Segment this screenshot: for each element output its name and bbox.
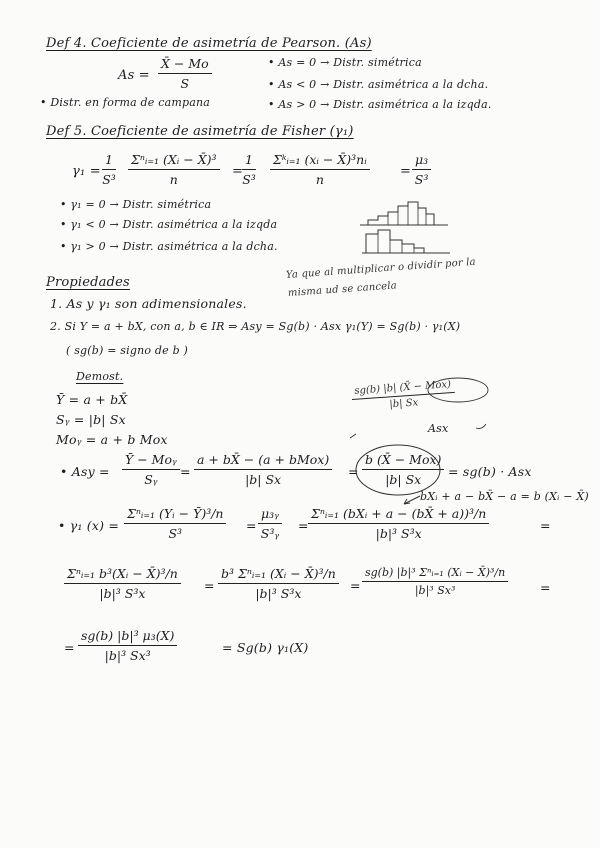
row1-equals-1: = <box>204 578 215 593</box>
def5-equals-1: = <box>232 164 244 179</box>
def5-bullet-symmetric: • γ₁ = 0 → Distr. simétrica <box>60 198 212 211</box>
def5-fraction-2 <box>128 152 220 187</box>
row1-fraction-3 <box>362 566 508 597</box>
gamma-fraction-2 <box>258 506 282 541</box>
asy-fraction-3-num: b (X̄ − Mox) <box>362 452 444 470</box>
def4-formula-denominator: S <box>180 76 190 91</box>
gamma-fraction-1-num: Σⁿᵢ₌₁ (Yᵢ − Ȳ)³/n <box>124 506 226 524</box>
def5-fraction-5-num: μ₃ <box>412 152 431 170</box>
row2-fraction-1-den: |b|³ Sx³ <box>104 648 151 663</box>
asy-lhs: • Asy = <box>60 464 110 479</box>
proof-line-mode: Moᵧ = a + b Mox <box>56 432 168 447</box>
proof-line-sd: Sᵧ = |b| Sx <box>56 412 126 427</box>
asy-result: = sg(b) · Asx <box>448 464 532 479</box>
gamma-fraction-3-den: |b|³ S³x <box>375 526 422 541</box>
def5-equals-2: = <box>400 164 412 179</box>
gamma-fraction-3 <box>308 506 489 541</box>
def4-formula-lhs: As = <box>118 68 150 83</box>
row1-fraction-3-num: sg(b) |b|³ Σⁿᵢ₌₁ (Xᵢ − X̄)³/n <box>362 566 508 582</box>
gamma-fraction-3-num: Σⁿᵢ₌₁ (bXᵢ + a − (bX̄ + a))³/n <box>308 506 489 524</box>
property-2: 2. Si Y = a + bX, con a, b ∈ IR ⇒ Asy = Sg(b) · Asx γ₁(Y) = Sg(b) · γ₁(X) <box>50 320 461 333</box>
row2-fraction-1-num: sg(b) |b|³ μ₃(X) <box>78 628 177 646</box>
property-2-sign-note: ( sg(b) = signo de b ) <box>66 344 188 357</box>
row2-result: = Sg(b) γ₁(X) <box>222 640 309 655</box>
asy-fraction-2-den: |b| Sx <box>245 472 282 487</box>
row1-fraction-2 <box>218 566 339 601</box>
row1-equals-2: = <box>350 578 361 593</box>
def5-fraction-5-den: S³ <box>414 172 429 187</box>
def5-title: Def 5. Coeficiente de asimetría de Fisher (γ₁) <box>46 124 354 139</box>
def5-bullet-positive: • γ₁ > 0 → Distr. asimétrica a la dcha. <box>60 240 278 253</box>
def5-fraction-4 <box>270 152 370 187</box>
def4-bullet-symmetric: • As = 0 → Distr. simétrica <box>268 56 422 69</box>
gamma-fraction-1 <box>124 506 226 541</box>
row1-fraction-1 <box>64 566 181 601</box>
side-note-fraction-den: |b| Sx <box>389 397 419 411</box>
def5-fraction-4-num: Σᵏᵢ₌₁ (xᵢ − X̄)³nᵢ <box>270 152 370 170</box>
property-1: 1. As y γ₁ son adimensionales. <box>50 296 247 311</box>
left-skew-histogram-sketch <box>360 200 450 230</box>
asy-equals-2: = <box>348 464 359 479</box>
row2-equals-0: = <box>64 640 75 655</box>
asy-equals-1: = <box>180 464 191 479</box>
proof-heading: Demost. <box>76 370 124 383</box>
def5-fraction-5 <box>412 152 431 187</box>
def5-fraction-4-den: n <box>315 172 324 187</box>
asy-fraction-3-den: |b| Sx <box>385 472 422 487</box>
def5-fraction-1-num: 1 <box>102 152 116 170</box>
gamma-fraction-2-den: S³ᵧ <box>260 526 280 541</box>
def5-fraction-2-den: n <box>169 172 178 187</box>
right-skew-histogram-sketch <box>362 228 452 258</box>
side-note-fraction-num: sg(b) |b| (X̄ − Mox) <box>351 379 455 400</box>
def5-fraction-1 <box>102 152 116 187</box>
def5-bullet-negative: • γ₁ < 0 → Distr. asimétrica a la izqda <box>60 218 278 231</box>
proof-line-mean: Ȳ = a + bX̄ <box>56 392 128 407</box>
asy-fraction-1-den: Sᵧ <box>144 472 158 487</box>
def4-title: Def 4. Coeficiente de asimetría de Pearson. (As) <box>46 36 372 51</box>
gamma-equals-2: = <box>298 518 309 533</box>
row1-fraction-1-num: Σⁿᵢ₌₁ b³(Xᵢ − X̄)³/n <box>64 566 181 584</box>
def5-fraction-3-num: 1 <box>242 152 256 170</box>
def4-formula-numerator: X̄ − Mo <box>158 56 212 74</box>
def4-formula-fraction <box>158 56 212 91</box>
row1-fraction-2-num: b³ Σⁿᵢ₌₁ (Xᵢ − X̄)³/n <box>218 566 339 584</box>
gamma-lhs: • γ₁ (x) = <box>58 518 120 533</box>
side-note-asx: Asx <box>428 422 449 435</box>
asy-fraction-1 <box>122 452 180 487</box>
gamma-equals-1: = <box>246 518 257 533</box>
gamma-fraction-2-num: μ₃ᵧ <box>258 506 282 524</box>
asy-fraction-2-num: a + bX̄ − (a + bMox) <box>194 452 332 470</box>
def4-bullet-negative: • As < 0 → Distr. asimétrica a la dcha. <box>268 78 489 91</box>
row2-fraction-1 <box>78 628 177 663</box>
asy-fraction-1-num: Ȳ − Moᵧ <box>122 452 180 470</box>
side-note-line-1: Ya que al multiplicar o dividir por la <box>285 256 477 281</box>
def5-fraction-3-den: S³ <box>242 172 256 187</box>
row1-fraction-1-den: |b|³ S³x <box>99 586 146 601</box>
def5-fraction-3 <box>242 152 256 187</box>
row1-fraction-2-den: |b|³ S³x <box>255 586 302 601</box>
row1-equals-3: = <box>540 580 551 595</box>
gamma-equals-3: = <box>540 518 551 533</box>
gamma-fraction-1-den: S³ <box>168 526 183 541</box>
asy-fraction-2 <box>194 452 332 487</box>
side-note-line-2: misma ud se cancela <box>287 280 398 299</box>
def4-bullet-positive: • As > 0 → Distr. asimétrica a la izqda. <box>268 98 492 111</box>
def5-lhs: γ₁ = <box>72 164 101 179</box>
def5-fraction-1-den: S³ <box>102 172 116 187</box>
row1-fraction-3-den: |b|³ Sx³ <box>414 584 456 597</box>
def4-bell-shape-note: • Distr. en forma de campana <box>40 96 210 109</box>
properties-title: Propiedades <box>46 275 130 290</box>
def5-fraction-2-num: Σⁿᵢ₌₁ (Xᵢ − X̄)³ <box>128 152 220 170</box>
side-note-circle-sketch <box>340 372 490 452</box>
side-calculation: bXᵢ + a − bX̄ − a = b (Xᵢ − X̄) <box>420 490 589 503</box>
